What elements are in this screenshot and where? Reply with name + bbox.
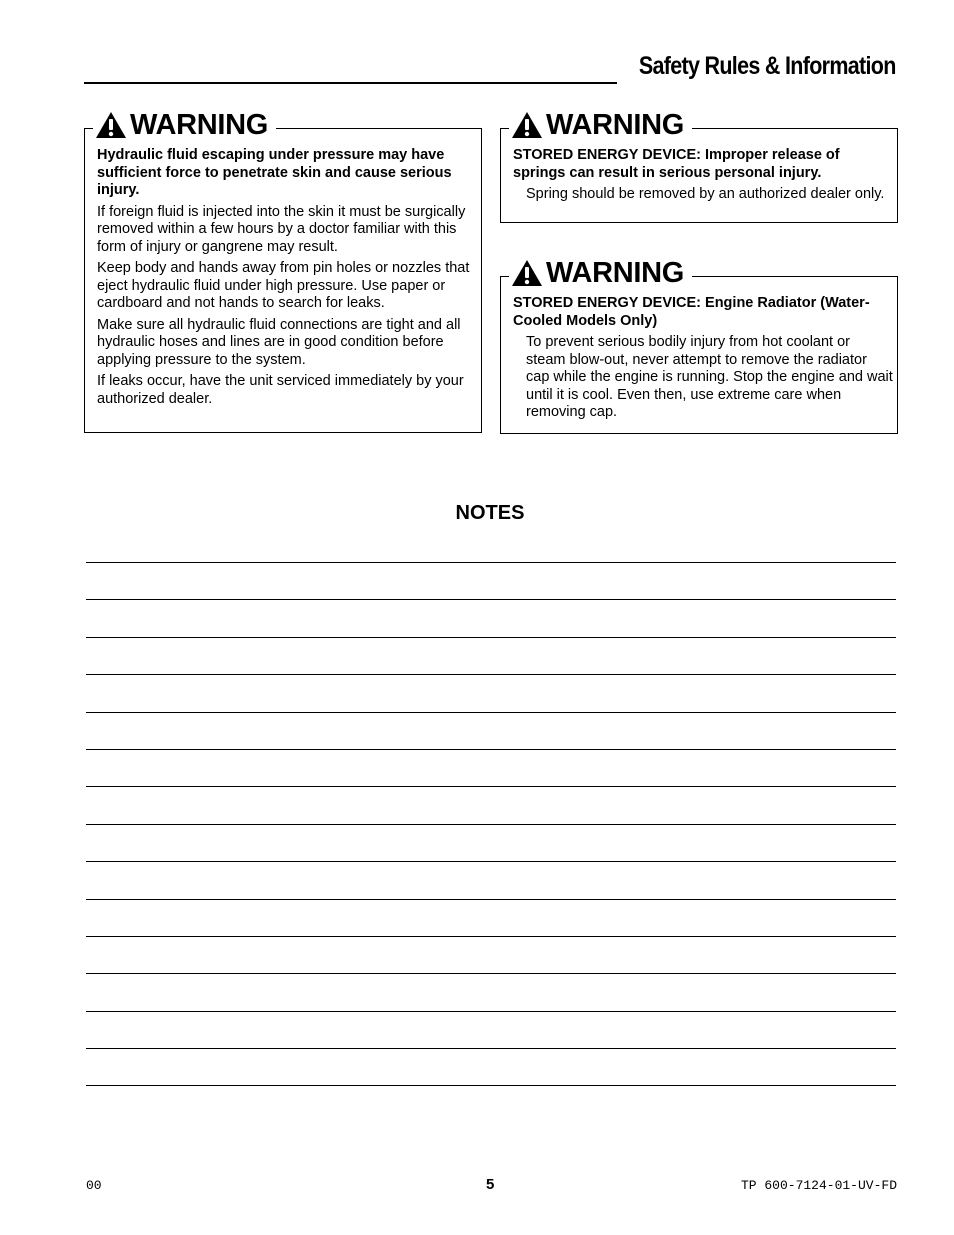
warning-heading — [93, 109, 276, 141]
note-line — [86, 936, 896, 973]
note-line — [86, 712, 896, 749]
page-number: 5 — [486, 1176, 495, 1193]
note-line — [86, 749, 896, 786]
note-line — [86, 599, 896, 636]
warning-box-springs — [500, 109, 898, 223]
note-line — [86, 1048, 896, 1085]
note-line — [86, 637, 896, 674]
note-line — [86, 562, 896, 599]
warning-lead: STORED ENERGY DEVICE: Improper release of springs can result in serious personal injury. — [513, 147, 840, 181]
header-rule — [84, 82, 617, 84]
warning-heading — [509, 109, 692, 141]
note-line — [86, 861, 896, 898]
warning-label: WARNING — [546, 257, 685, 289]
warning-paragraph: Keep body and hands away from pin holes or nozzles that eject hydraulic fluid under high pressure. Use paper or cardboard and not hands to search for leaks. — [97, 260, 470, 311]
note-line — [86, 1085, 896, 1086]
warning-label: WARNING — [130, 109, 269, 141]
notes-title: NOTES — [455, 502, 525, 524]
document-code: TP 600-7124-01-UV-FD — [740, 1178, 897, 1193]
warning-box-hydraulic — [84, 109, 482, 433]
footer-left-code: 00 — [86, 1178, 102, 1193]
warning-lead: STORED ENERGY DEVICE: Engine Radiator (Water-Cooled Models Only) — [513, 295, 870, 329]
notes-lines — [86, 562, 896, 1086]
warning-lead: Hydraulic fluid escaping under pressure may have sufficient force to penetrate skin and cause serious injury. — [97, 147, 452, 198]
warning-triangle-icon — [511, 111, 543, 139]
warning-paragraph: Make sure all hydraulic fluid connections are tight and all hydraulic hoses and lines are in good condition before applying pressure to the system. — [97, 316, 461, 368]
page-title: Safety Rules & Information — [639, 52, 896, 80]
warning-paragraph: If foreign fluid is injected into the skin it must be surgically removed within a few hours by a doctor familiar with this form of injury or gangrene may result. — [97, 203, 466, 255]
warning-triangle-icon — [95, 111, 127, 139]
note-line — [86, 973, 896, 1010]
warning-heading — [509, 257, 692, 289]
note-line — [86, 674, 896, 711]
note-line — [86, 824, 896, 861]
note-line — [86, 786, 896, 823]
warning-paragraph: Spring should be removed by an authorized dealer only. — [526, 186, 885, 202]
warning-triangle-icon — [511, 259, 543, 287]
warning-paragraph: To prevent serious bodily injury from hot coolant or steam blow-out, never attempt to remove the radiator cap while the engine is running. Stop the engine and wait until it is cool. Even then, use extreme care when removing cap. — [526, 334, 893, 420]
warning-paragraph: If leaks occur, have the unit serviced immediately by your authorized dealer. — [97, 373, 464, 407]
note-line — [86, 1011, 896, 1048]
warning-label: WARNING — [546, 109, 685, 141]
note-line — [86, 899, 896, 936]
warning-box-radiator — [500, 257, 898, 434]
